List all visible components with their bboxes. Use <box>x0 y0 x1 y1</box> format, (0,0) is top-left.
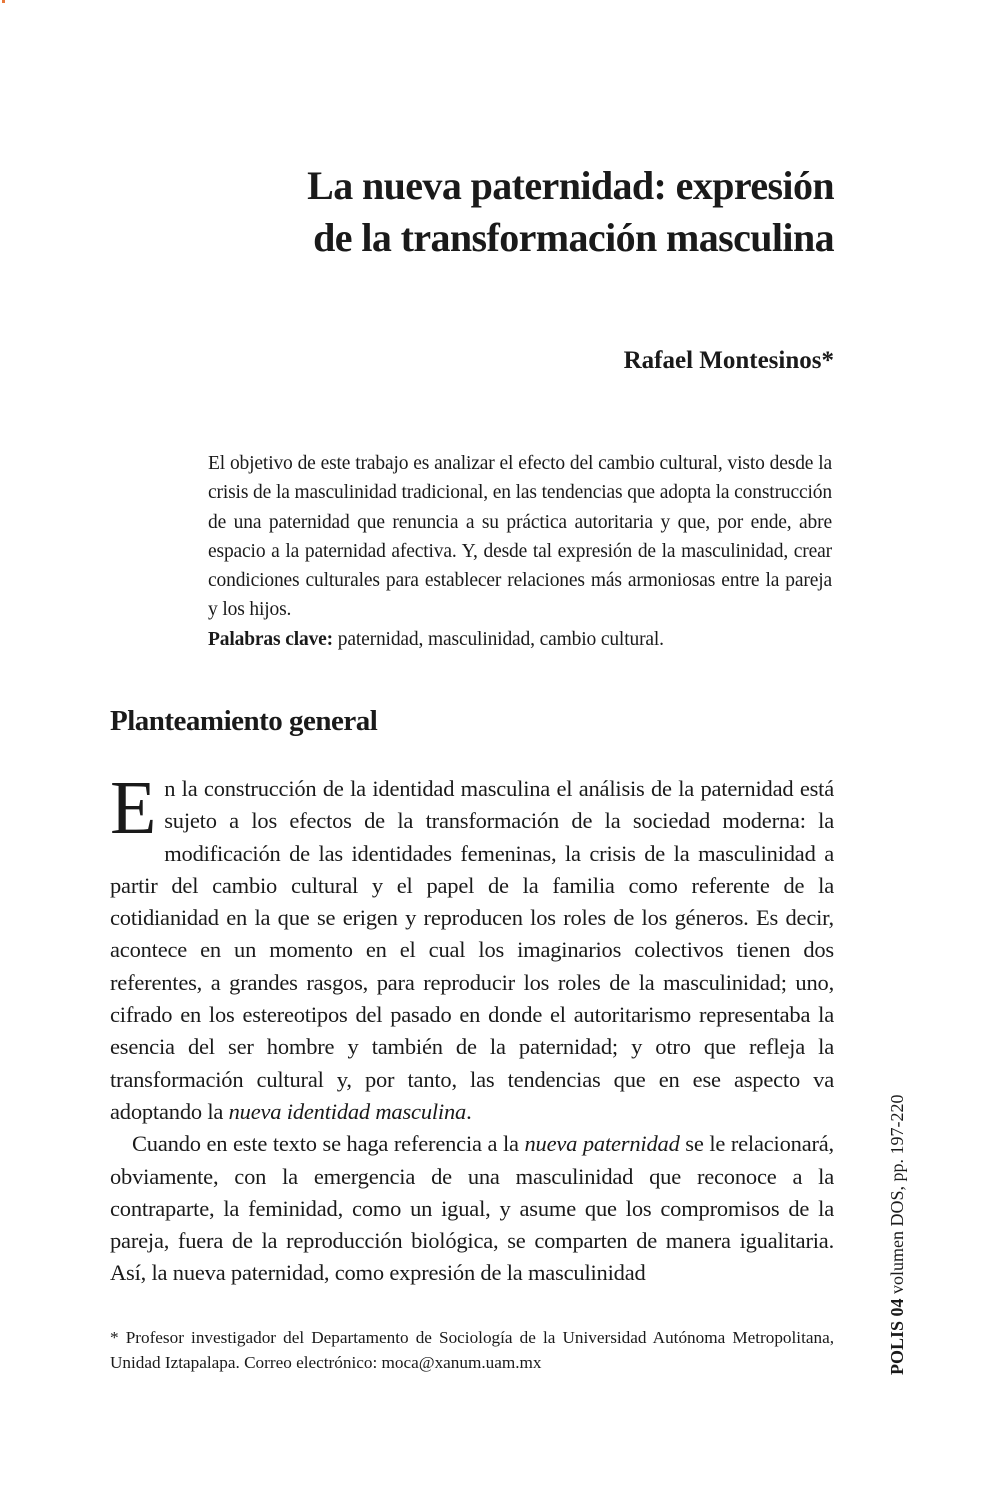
paragraph-2-start: Cuando en este texto se haga referencia a la <box>132 1131 525 1157</box>
paragraph-1-text: n la construcción de la identidad masculina el análisis de la paternidad está sujeto a los efectos de la transformación de la sociedad moderna: la modificación de las identidades femeninas, la crisis de la masculinidad a partir del cambio cultural y el papel de la familia como referente de la cotidianidad en la que se erigen y reproducen los roles de los géneros. Es decir, acontece en un momento en el cual los imaginarios colectivos tienen dos referentes, a grandes rasgos, para reproducir los roles de la masculinidad; uno, cifrado en los estereotipos del pasado en donde el autoritarismo representaba la esencia del ser hombre y también de la paternidad; y otro que refleja la transformación cultural y, por tanto, las tendencias que en ese aspecto va adoptando la <box>110 776 834 1124</box>
article-title <box>210 160 834 264</box>
abstract <box>208 449 832 654</box>
paragraph-2-italic: nueva paternidad <box>524 1131 680 1157</box>
abstract-text: El objetivo de este trabajo es analizar el efecto del cambio cultural, visto desde la crisis de la masculinidad tradicional, en las tendencias que adopta la construcción de una paternidad que renuncia a su práctica autoritaria y que, por ende, abre espacio a la paternidad afectiva. Y, desde tal expresión de la masculinidad, crear condiciones culturales para establecer relaciones más armoniosas entre la pareja y los hijos. <box>208 453 832 621</box>
footnote: * Profesor investigador del Departamento de Sociología de la Universidad Autónoma Metropolitana, Unidad Iztapalapa. Correo electrónico: moca@xanum.uam.mx <box>110 1328 834 1372</box>
paragraph-2 <box>110 1128 834 1289</box>
title-line-1: La nueva paternidad: expresión <box>307 163 834 208</box>
running-head <box>884 1094 910 1375</box>
section-heading: Planteamiento general <box>110 705 378 737</box>
keywords-label: Palabras clave: <box>208 628 334 650</box>
paragraph-1 <box>110 766 834 1128</box>
body-text <box>110 766 834 1290</box>
paragraph-2-text: se le relacionará, obviamente, con la emergencia de una masculinidad que reconoce a la contraparte, la feminidad, como un igual, y asume que los compromisos de la pareja, fuera de la reproducción biológica, se comparten de manera igualitaria. Así, la nueva paternidad, como expresión de la masculinidad <box>110 1131 834 1286</box>
paragraph-1-italic: nueva identidad masculina <box>228 1098 467 1124</box>
volume-pages: volumen DOS, pp. 197-220 <box>887 1094 907 1299</box>
paragraph-1-end: . <box>466 1098 472 1124</box>
drop-cap: E <box>110 766 157 850</box>
author-name: Rafael Montesinos* <box>623 347 834 374</box>
corner-mark <box>2 0 5 3</box>
journal-name: POLIS 04 <box>887 1298 907 1375</box>
keywords: paternidad, masculinidad, cambio cultural. <box>333 628 664 650</box>
title-line-2: de la transformación masculina <box>313 215 834 260</box>
